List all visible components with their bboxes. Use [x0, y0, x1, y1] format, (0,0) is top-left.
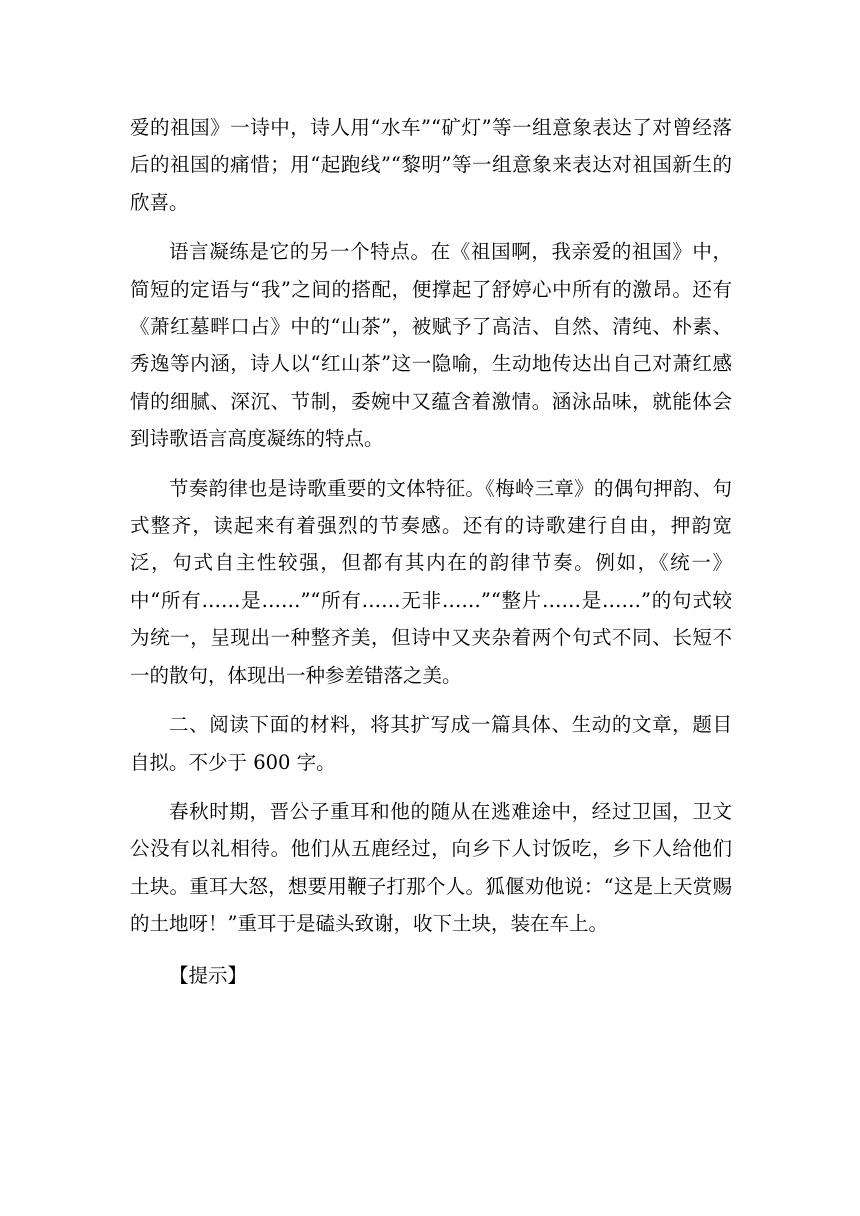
paragraph-rhythm: 节奏韵律也是诗歌重要的文体特征。《梅岭三章》的偶句押韵、句式整齐，读起来有着强烈的节奏感。还有的诗歌建行自由，押韵宽泛，句式自主性较强，但都有其内在的韵律节奏。例如，《统一》中“所有……是……”“所有……无非……”“整片……是……”的句式较为统一，呈现出一种整齐美，但诗中又夹杂着两个句式不同、长短不一的散句，体现出一种参差错落之美。 — [130, 476, 732, 687]
material-passage: 春秋时期，晋公子重耳和他的随从在逃难途中，经过卫国，卫文公没有以礼相待。他们从五鹿经过，向乡下人讨饭吃，乡下人给他们土块。重耳大怒，想要用鞭子打那个人。狐偃劝他说：“这是上天赏赐的土地呀！”重耳于是磕头致谢，收下土块，装在车上。 — [130, 799, 732, 936]
paragraph-continuation: 爱的祖国》一诗中，诗人用“水车”“矿灯”等一组意象表达了对曾经落后的祖国的痛惜；用“起跑线”“黎明”等一组意象来表达对祖国新生的欣喜。 — [130, 116, 732, 214]
paragraph-language-concise: 语言凝练是它的另一个特点。在《祖国啊，我亲爱的祖国》中，简短的定语与“我”之间的搭配，便撑起了舒婷心中所有的激昂。还有《萧红墓畔口占》中的“山茶”，被赋予了高洁、自然、清纯、朴素、秀逸等内涵，诗人以“红山茶”这一隐喻，生动地传达出自己对萧红感情的细腻、深沉、节制，委婉中又蕴含着激情。涵泳品味，就能体会到诗歌语言高度凝练的特点。 — [130, 240, 732, 451]
document-body — [130, 109, 732, 1006]
hint-heading: 【提示】 — [169, 963, 248, 987]
question-two: 二、阅读下面的材料，将其扩写成一篇具体、生动的文章，题目自拟。不少于 600 字。 — [130, 713, 732, 774]
